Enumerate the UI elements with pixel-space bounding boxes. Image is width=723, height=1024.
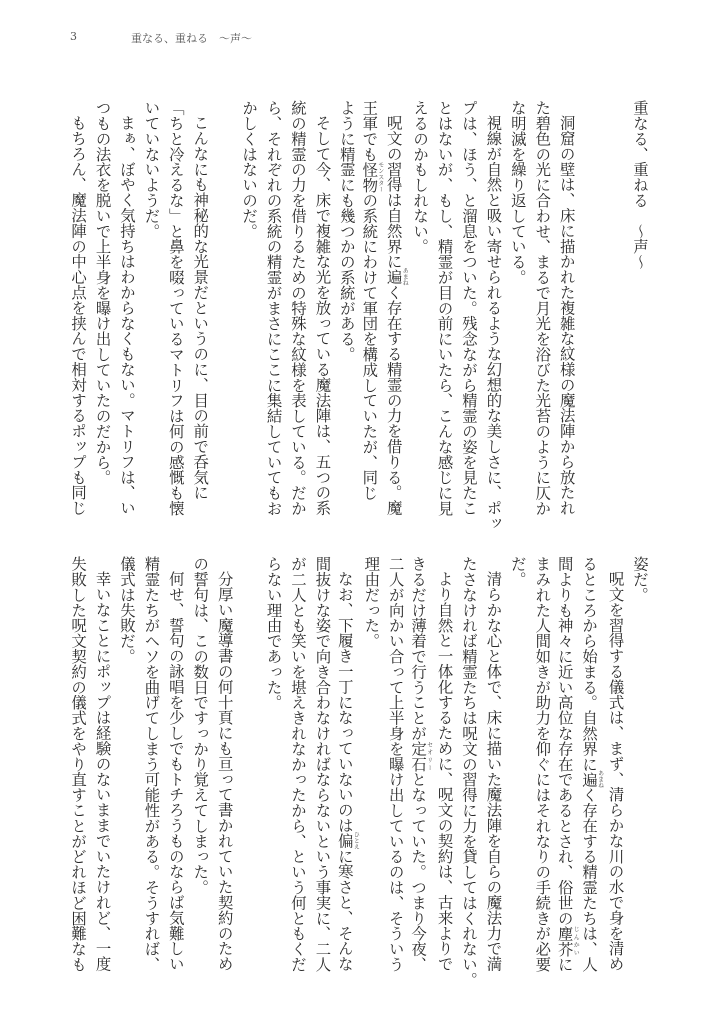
- text-line: [115, 556, 139, 986]
- ruby-annotation: [360, 161, 384, 193]
- text-run: いていないようだ。: [142, 100, 161, 239]
- text-line: [262, 556, 286, 986]
- text-line: [555, 556, 579, 986]
- text-line: [91, 556, 115, 1001]
- text-run: 何せ、誓句の詠唱を少しでもトチろうものならば気難しい: [166, 571, 185, 972]
- text-run: るところから始まる。自然界に: [580, 556, 599, 772]
- ruby-reading: ひとえ: [352, 831, 360, 850]
- text-block-upper: [0, 100, 723, 532]
- text-line: [91, 100, 115, 530]
- ruby-base: 遍: [384, 268, 403, 287]
- text-line: [359, 100, 383, 530]
- text-line: [628, 556, 652, 986]
- ruby-base: 遍: [580, 770, 599, 789]
- text-line: [579, 556, 603, 986]
- text-run: 失敗した呪文契約の儀式をやり直すことがどれほど困難なも: [69, 556, 88, 972]
- text-run: 洞窟の壁は、床に描かれた複雑な紋様の魔法陣から放たれ: [557, 115, 576, 516]
- ruby-base: 塵芥: [555, 925, 574, 957]
- ruby-reading: セオリー: [425, 740, 433, 772]
- text-run: に寒さと、そんな: [335, 848, 354, 972]
- text-line: [66, 556, 90, 986]
- text-run: たさなければ精霊たちは呪文の習得に力を貸してはくれない。: [459, 556, 478, 988]
- blank-line: [604, 100, 628, 530]
- ruby-reading: あまね: [596, 770, 604, 789]
- text-run: なお、下履き一丁になっていないのは: [335, 571, 354, 834]
- text-run: きるだけ薄着で行うことが: [409, 556, 428, 741]
- text-run: く存在する精霊の力を借りる。魔: [384, 284, 403, 516]
- text-line: [310, 556, 334, 986]
- text-line: [310, 100, 334, 545]
- text-line: [213, 556, 237, 1001]
- text-run: まみれた人間如きが助力を仰ぐにはそれなりの手続きが必要: [533, 556, 552, 972]
- text-line: [457, 556, 481, 986]
- text-run: た碧色の光に合わせ、まるで月光を浴びた光苔のように仄か: [533, 100, 552, 516]
- text-block-lower: [0, 556, 723, 988]
- text-run: 「ちと冷えるな」と鼻を啜っているマトリフは何の感慨も懐: [166, 100, 185, 516]
- text-line: [481, 556, 505, 1001]
- text-line: [66, 100, 90, 545]
- text-run: 清らかな心と体で、床に描いた魔法陣を自らの魔法力で満: [484, 571, 503, 972]
- text-run: 呪文を習得する儀式は、まず、清らかな川の水で身を清め: [606, 571, 625, 972]
- text-run: 幸いなことにポップは経験のないままでいたけれど、一度: [93, 571, 112, 972]
- text-run: 間よりも神々に近い高位な存在であるとされ、俗世の: [555, 556, 574, 926]
- text-run: 姿だ。: [631, 556, 649, 603]
- text-line: [359, 556, 383, 986]
- text-line: [286, 100, 310, 530]
- ruby-annotation: [335, 831, 360, 850]
- text-run: かしくはないのだ。: [240, 100, 259, 239]
- ruby-annotation: [555, 925, 580, 957]
- text-line: [384, 556, 408, 986]
- text-line: [164, 556, 188, 1001]
- text-run: そして今、床で複雑な光を放っている魔法陣は、五つの系: [313, 115, 332, 516]
- ruby-reading: モンスター: [376, 161, 384, 193]
- text-run: とはないが、もし、精霊が目の前にいたら、こんな感じに見: [435, 100, 454, 516]
- text-line: [481, 100, 505, 545]
- text-line: [139, 556, 163, 986]
- chapter-title: 重なる、重ねる ～声～: [631, 100, 649, 270]
- page-number: 3: [70, 30, 77, 43]
- text-line: [555, 100, 579, 545]
- text-run: 統の精霊の力を借りるための特殊な紋様を表している。だか: [288, 100, 307, 516]
- text-line: [506, 100, 530, 530]
- text-run: ように精霊にも幾つかの系統がある。: [337, 100, 356, 362]
- ruby-reading: あまね: [401, 268, 409, 287]
- text-run: の誓句は、この数日ですっかり覚えてしまった。: [191, 556, 210, 895]
- text-run: 視線が自然と吸い寄せられるような幻想的な美しさに、ポッ: [484, 115, 503, 532]
- text-run: が二人とも笑いを堪えきれなかったから、という何ともくだ: [288, 556, 307, 972]
- text-run: だ。: [508, 556, 527, 587]
- text-line: [604, 556, 628, 1001]
- text-run: 精霊たちがヘソを曲げてしまう可能性がある。そうすれば、: [142, 556, 161, 972]
- text-run: 儀式は失敗だ。: [117, 556, 136, 664]
- text-run: となっていた。つまり今夜、: [409, 771, 428, 972]
- blank-line: [213, 100, 237, 530]
- text-line: [115, 100, 139, 545]
- text-run: 理由だった。: [362, 556, 381, 649]
- text-run: く存在する精霊たちは、人: [580, 787, 599, 972]
- text-run: の系統にわけて軍団を構成していたが、同じ: [360, 192, 379, 501]
- text-run: えるのかもしれない。: [411, 100, 430, 254]
- text-run: プは、ほう、と溜息をついた。残念ながら精霊の姿を見たこ: [459, 100, 478, 516]
- text-run: 分厚い魔導書の何十頁にも亘って書かれていた契約のため: [215, 571, 234, 972]
- text-line: [262, 100, 286, 530]
- text-run: に: [555, 956, 574, 972]
- ruby-annotation: [580, 770, 604, 789]
- text-line: [530, 100, 554, 530]
- text-line: [506, 556, 530, 986]
- text-line: [335, 556, 359, 1001]
- text-run: 二人が向かい合って上半身を曝け出しているのは、そういう: [386, 556, 405, 972]
- text-line: [335, 100, 359, 530]
- text-line: [188, 100, 212, 545]
- text-line: [286, 556, 310, 986]
- text-line: [457, 100, 481, 530]
- running-header-title: 重なる、重ねる ～声～: [131, 32, 252, 45]
- text-line: [384, 100, 408, 545]
- text-run: まぁ、ぼやく気持ちはわからなくもない。マトリフは、い: [117, 115, 136, 516]
- ruby-annotation: [409, 740, 433, 772]
- ruby-base: 定石: [409, 740, 428, 772]
- text-run: より自然と一体化するために、呪文の契約は、古来よりで: [435, 571, 454, 972]
- text-line: [433, 556, 457, 1001]
- text-run: 王軍でも: [360, 100, 379, 162]
- text-run: もちろん、魔法陣の中心点を挟んで相対するポップも同じ: [69, 115, 88, 516]
- blank-line: [579, 100, 603, 530]
- text-line: [408, 100, 432, 530]
- ruby-base: 偏: [335, 831, 354, 850]
- text-run: 呪文の習得は自然界に: [384, 115, 403, 270]
- text-line: [237, 100, 261, 530]
- text-line: [164, 100, 188, 530]
- blank-line: [237, 556, 261, 986]
- text-line: [188, 556, 212, 986]
- ruby-annotation: [384, 268, 409, 287]
- text-run: な明滅を繰り返している。: [508, 100, 527, 285]
- text-run: つもの法衣を脱いで上半身を曝け出していたのだから。: [93, 100, 112, 485]
- text-line: [433, 100, 457, 530]
- text-run: 間抜けな姿で向き合わなければならないという事実に、二人: [313, 556, 332, 972]
- text-run: らない理由であった。: [264, 556, 283, 710]
- text-line: [139, 100, 163, 530]
- text-line: [408, 556, 432, 986]
- text-run: こんなにも神秘的な光景だというのに、目の前で呑気に: [191, 115, 210, 501]
- text-run: ら、それぞれの系統の精霊がまさにここに集結していてもお: [264, 100, 283, 516]
- text-line: [530, 556, 554, 986]
- ruby-base: 怪物: [360, 161, 379, 193]
- ruby-reading: じんかい: [572, 925, 580, 957]
